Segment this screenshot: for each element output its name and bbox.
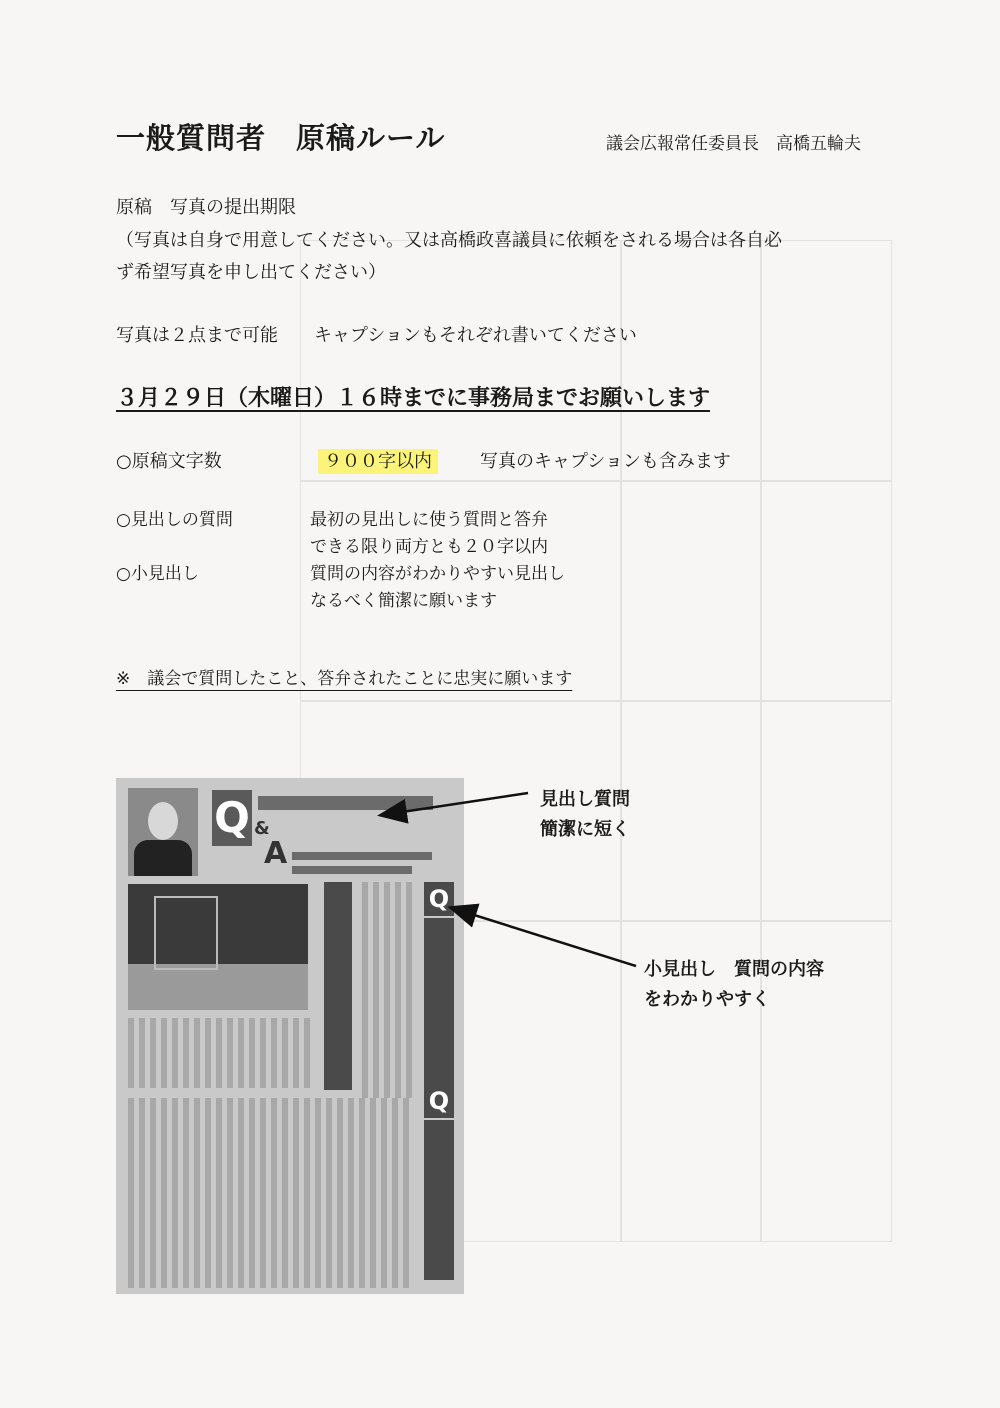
submission-note-line2: ず希望写真を申し出てください） [116, 262, 386, 283]
sample-newsletter-photo [116, 778, 464, 1294]
photo-rule: 写真は２点まで可能 キャプションもそれぞれ書いてください [116, 325, 637, 346]
char-limit-value: ９００字以内 [318, 449, 438, 474]
submission-note-line1: （写真は自身で用意してください。又は高橋政喜議員に依頼をされる場合は各自必 [116, 230, 782, 251]
headline-callout-line1: 見出し質問 [540, 789, 630, 810]
headline-bar [258, 796, 433, 810]
author-line: 議会広報常任委員長 高橋五輪夫 [606, 134, 861, 154]
subheadline-callout [644, 955, 824, 1015]
amp-glyph: & [254, 818, 270, 839]
headline-callout-line2: 簡潔に短く [540, 819, 630, 840]
subheading-bar [424, 1120, 454, 1280]
bleed-through-lines [760, 240, 762, 1242]
headline-label: ○見出しの質問 [116, 510, 233, 530]
accuracy-note: ※ 議会で質問したこと、答弁されたことに忠実に願います [116, 669, 573, 689]
answer-line [292, 852, 432, 860]
subheading-bar [324, 882, 352, 1090]
text-columns [128, 1018, 314, 1088]
article-photo [128, 884, 308, 1010]
headline-callout [540, 785, 630, 845]
portrait-photo [128, 788, 198, 876]
subheadline-desc-2: なるべく簡潔に願います [310, 591, 497, 611]
char-count-label: ○原稿文字数 [116, 451, 222, 472]
text-columns [128, 1098, 414, 1288]
char-limit-highlight [318, 447, 438, 473]
deadline-text: ３月２９日（木曜日）１６時までに事務局までお願いします [116, 386, 711, 411]
subheadline-desc-1: 質問の内容がわかりやすい見出し [310, 564, 565, 584]
answer-line [292, 866, 412, 874]
a-badge: A [264, 836, 288, 871]
subheadline-label: ○小見出し [116, 564, 199, 584]
bleed-through-lines [300, 480, 892, 482]
q-badge: Q [212, 790, 252, 846]
headline-desc-1: 最初の見出しに使う質問と答弁 [310, 510, 548, 530]
bleed-through-lines [300, 700, 892, 702]
headline-desc-2: できる限り両方とも２０字以内 [310, 537, 548, 557]
subheadline-callout-line1: 小見出し 質問の内容 [644, 959, 824, 980]
q-badge-small: Q [424, 882, 454, 916]
submission-heading: 原稿 写真の提出期限 [116, 197, 296, 218]
char-count-note: 写真のキャプションも含みます [480, 451, 731, 472]
subheading-bar [424, 918, 454, 1098]
page-title: 一般質問者 原稿ルール [116, 121, 446, 155]
q-badge-small: Q [424, 1084, 454, 1118]
subheadline-callout-line2: をわかりやすく [644, 989, 770, 1010]
